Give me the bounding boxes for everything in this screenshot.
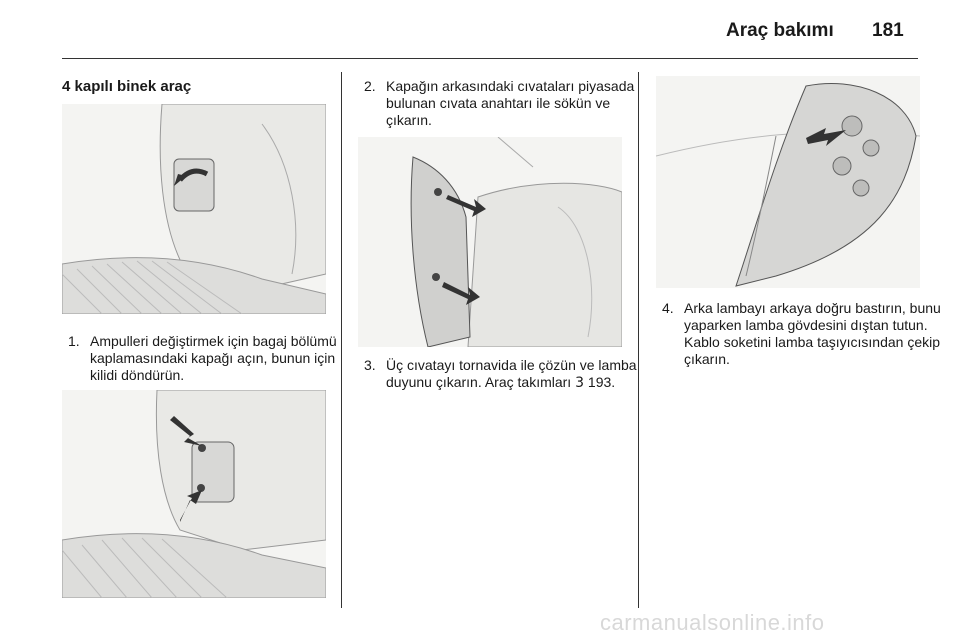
step-3-ref-page: 193. bbox=[584, 374, 616, 390]
watermark: carmanualsonline.info bbox=[600, 610, 825, 635]
step-3 bbox=[364, 357, 652, 392]
column-divider-2 bbox=[638, 72, 639, 608]
step-2-text: Kapağın arkasındaki cıvataları piyasada bulunan cıvata anahtarı ile sökün ve çıkarın. bbox=[386, 78, 635, 128]
illustration-cover-bolts bbox=[62, 390, 326, 598]
page-header-title: Araç bakımı bbox=[726, 20, 834, 41]
step-2-number: 2. bbox=[364, 78, 376, 94]
step-1-text: Ampulleri değiştirmek için bagaj bölümü kaplamasındaki kapağı açın, bunun için kilidi döndürün. bbox=[90, 333, 337, 383]
step-3-number: 3. bbox=[364, 357, 376, 373]
illustration-lamp-bolts bbox=[358, 137, 622, 347]
step-1-number: 1. bbox=[68, 333, 80, 349]
step-2 bbox=[364, 78, 652, 129]
illustration-tail-lamp bbox=[656, 76, 920, 288]
page-reference-icon: 3 bbox=[575, 375, 585, 391]
page-number: 181 bbox=[872, 20, 904, 41]
step-4 bbox=[662, 300, 944, 368]
step-1 bbox=[68, 333, 350, 384]
step-4-text: Arka lambayı arkaya doğru bastırın, bunu yaparken lamba gövdesini dıştan tutun. Kablo soketini lamba taşıyıcısından çekip çıkarın. bbox=[684, 300, 941, 367]
section-title: 4 kapılı binek araç bbox=[62, 78, 192, 95]
step-4-number: 4. bbox=[662, 300, 674, 316]
illustration-trunk-cover bbox=[62, 104, 326, 314]
header-divider bbox=[62, 58, 918, 59]
step-3-text: Üç cıvatayı tornavida ile çözün ve lamba duyunu çıkarın. Araç takımları bbox=[386, 357, 637, 390]
